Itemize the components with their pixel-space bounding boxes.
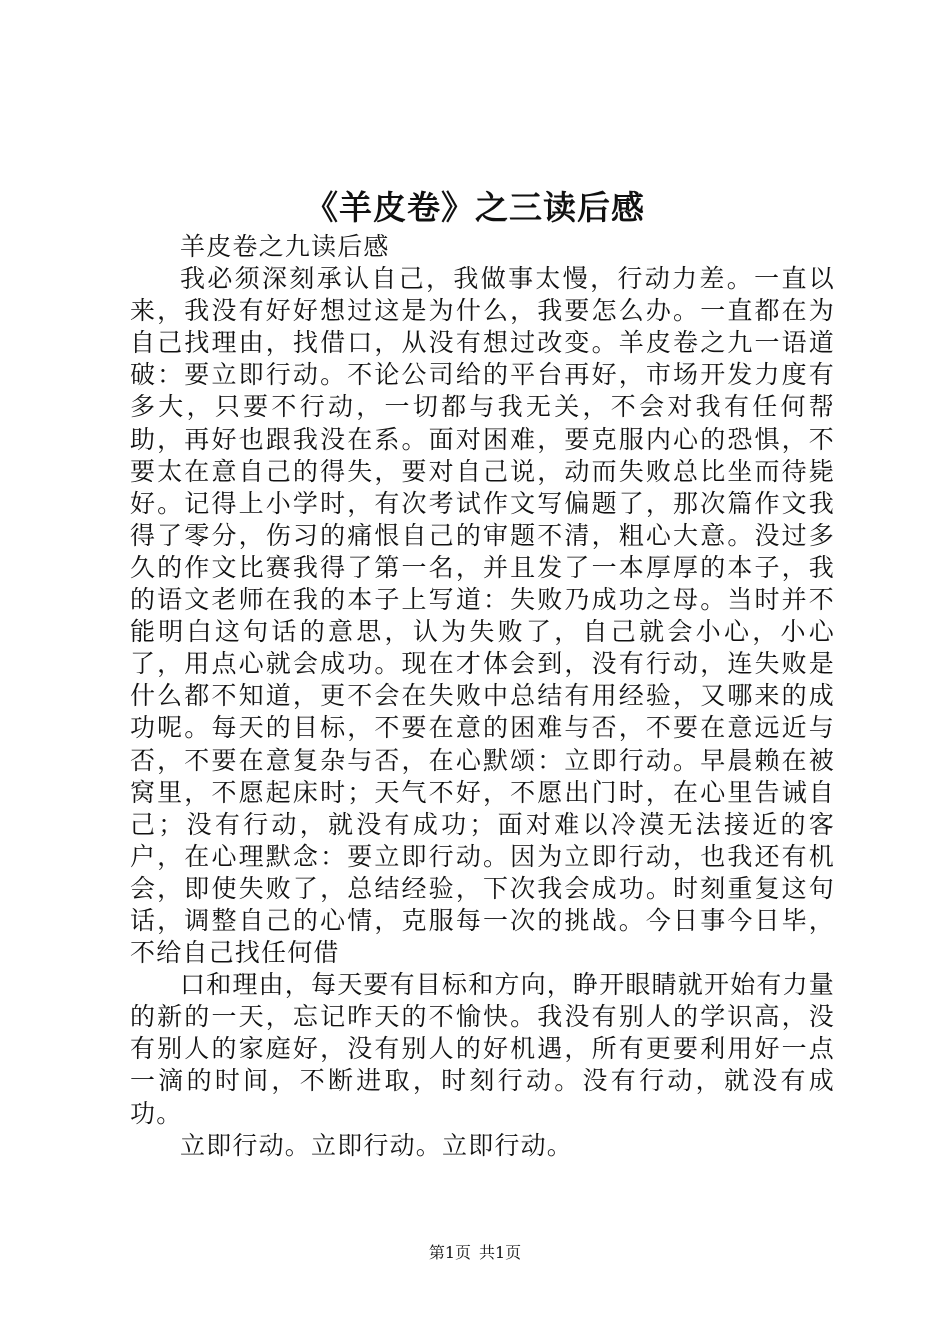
page-total: 共1页 xyxy=(479,1243,522,1262)
subtitle-paragraph: 羊皮卷之九读后感 xyxy=(180,232,390,261)
page-number: 第1页 xyxy=(428,1243,471,1262)
closing-paragraph: 立即行动。立即行动。立即行动。 xyxy=(180,1130,574,1160)
page-title: 《羊皮卷》之三读后感 xyxy=(305,188,645,227)
page-footer xyxy=(0,1242,950,1264)
body-paragraph: 口和理由，每天要有目标和方向，睁开眼睛就开始有力量的新的一天，忘记昨天的不愉快。我没有别人的学识高，没有别人的家庭好，没有别人的好机遇，所有更要利用好一点一滴的时间，不断进取，时刻行动。没有行动，就没有成功。 xyxy=(130,970,836,1128)
document-body xyxy=(130,231,835,1162)
body-paragraph: 我必须深刻承认自己，我做事太慢，行动力差。一直以来，我没有好好想过这是为什么，我要怎么办。一直都在为自己找理由，找借口，从没有想过改变。羊皮卷之九一语道破：要立即行动。不论公司给的平台再好，市场开发力度有多大，只要不行动，一切都与我无关，不会对我有任何帮助，再好也跟我没在系。面对困难，要克服内心的恐惧，不要太在意自己的得失，要对自己说，动而失败总比坐而待毙好。记得上小学时，有次考试作文写偏题了，那次篇作文我得了零分，伤习的痛恨自己的审题不清，粗心大意。没过多久的作文比赛我得了第一名，并且发了一本厚厚的本子，我的语文老师在我的本子上写道：失败乃成功之母。当时并不能明白这句话的意思，认为失败了，自己就会小心，小心了，用点心就会成功。现在才体会到，没有行动，连失败是什么都不知道，更不会在失败中总结有用经验，又哪来的成功呢。每天的目标，不要在意的困难与否，不要在意远近与否，不要在意复杂与否，在心默颂：立即行动。早晨赖在被窝里，不愿起床时；天气不好，不愿出门时，在心里告诫自己；没有行动，就没有成功；面对难以冷漠无法接近的客户，在心理默念：要立即行动。因为立即行动，也我还有机会，即使失败了，总结经验，下次我会成功。时刻重复这句话，调整自己的心情，克服每一次的挑战。今日事今日毕，不给自己找任何借 xyxy=(130,264,835,968)
